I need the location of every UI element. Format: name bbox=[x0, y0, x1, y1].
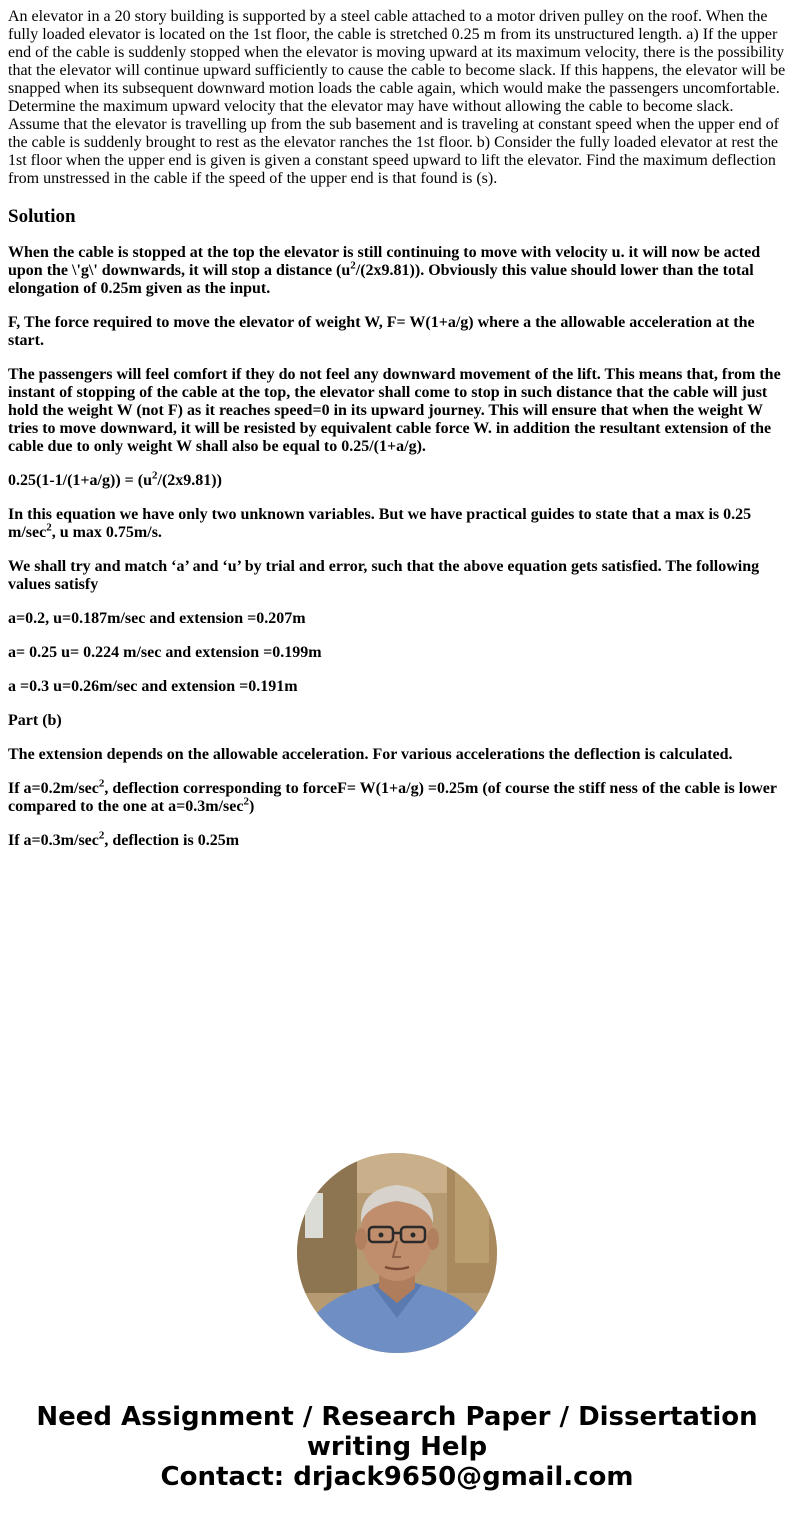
solution-paragraph-5 bbox=[8, 506, 786, 542]
part-b-heading: Part (b) bbox=[8, 712, 62, 729]
text-run: , u max 0.75m/s. bbox=[51, 524, 162, 541]
text-run: , deflection is 0.25m bbox=[104, 832, 240, 849]
superscript: 2 bbox=[46, 521, 52, 534]
solution-paragraph-13 bbox=[8, 829, 786, 850]
solution-paragraph-1 bbox=[8, 244, 786, 298]
superscript: 2 bbox=[152, 469, 158, 482]
solution-paragraph-12 bbox=[8, 777, 786, 816]
author-avatar bbox=[297, 1153, 497, 1353]
solution-body bbox=[8, 244, 786, 850]
author-portrait-image bbox=[297, 1153, 497, 1353]
trial-result-2: a= 0.25 u= 0.224 m/sec and extension =0.199m bbox=[8, 644, 322, 661]
solution-heading: Solution bbox=[8, 206, 76, 227]
text-run: In this equation we have only two unknown variables. But we have practical guides to state that a max is 0.25 m/sec bbox=[8, 506, 752, 541]
text-run: When the cable is stopped at the top the elevator is still continuing to move with velocity u. it will now be acted upon the \'g\' downwards, it will stop a distance (u bbox=[8, 244, 761, 279]
footer-contact bbox=[0, 1402, 794, 1492]
text-run: , deflection corresponding to forceF= W(1+a/g) =0.25m (of course the stiff ness of the cable is lower compared to the one at a=0.3m/sec bbox=[8, 780, 777, 815]
superscript: 2 bbox=[98, 777, 105, 790]
text-run: If a=0.3m/sec bbox=[8, 832, 99, 849]
text-run: /(2x9.81)). Obviously this value should lower than the total elongation of 0.25m given as the input. bbox=[8, 262, 754, 297]
solution-paragraph-11: The extension depends on the allowable acceleration. For various accelerations the deflection is calculated. bbox=[8, 746, 733, 763]
equation bbox=[8, 469, 786, 490]
solution-paragraph-3: The passengers will feel comfort if they do not feel any downward movement of the lift. This means that, from the instant of stopping of the cable at the top, the elevator shall come to stop in such distance that the cable will just hold the weight W (not F) as it reaches speed=0 in its upward journey. This will ensure that when the weight W tries to move downward, it will be resisted by equivalent cable force W. in addition the resultant extension of the cable due to only weight W shall also be equal to 0.25/(1+a/g). bbox=[8, 366, 781, 455]
footer-line-1: Need Assignment / Research Paper / Dissertation bbox=[36, 1402, 758, 1432]
text-run: If a=0.2m/sec bbox=[8, 780, 99, 797]
solution-paragraph-2: F, The force required to move the elevator of weight W, F= W(1+a/g) where a the allowable acceleration at the start. bbox=[8, 314, 755, 349]
solution-paragraph-6: We shall try and match ‘a’ and ‘u’ by trial and error, such that the above equation gets satisfied. The following values satisfy bbox=[8, 558, 760, 593]
footer-line-3: Contact: drjack9650@gmail.com bbox=[160, 1462, 634, 1492]
text-run: 0.25(1-1/(1+a/g)) = (u bbox=[8, 472, 152, 489]
superscript: 2 bbox=[98, 829, 105, 842]
trial-result-1: a=0.2, u=0.187m/sec and extension =0.207m bbox=[8, 610, 306, 627]
question-text: An elevator in a 20 story building is supported by a steel cable attached to a motor driven pulley on the roof. When the fully loaded elevator is located on the 1st floor, the cable is stretched 0.25 m from its unstructured length. a) If the upper end of the cable is suddenly stopped when the elevator is moving upward at its maximum velocity, there is the possibility that the elevator will continue upward sufficiently to cause the cable to become slack. If this happens, the elevator will be snapped when its subsequent downward motion loads the cable again, which would make the passengers uncomfortable. Determine the maximum upward velocity that the elevator may have without allowing the cable to become slack. Assume that the elevator is travelling up from the sub basement and is traveling at constant speed when the upper end of the cable is suddenly brought to rest as the elevator ranches the 1st floor. b) Consider the fully loaded elevator at rest the 1st floor when the upper end is given is given a constant speed upward to lift the elevator. Find the maximum deflection from unstressed in the cable if the speed of the upper end is that found is (s). bbox=[8, 8, 786, 187]
text-run: /(2x9.81)) bbox=[157, 472, 222, 489]
trial-result-3: a =0.3 u=0.26m/sec and extension =0.191m bbox=[8, 678, 298, 695]
superscript: 2 bbox=[350, 259, 356, 272]
text-run: ) bbox=[248, 798, 255, 815]
document-body bbox=[8, 8, 786, 866]
superscript: 2 bbox=[243, 795, 249, 808]
footer-line-2: writing Help bbox=[306, 1432, 488, 1462]
